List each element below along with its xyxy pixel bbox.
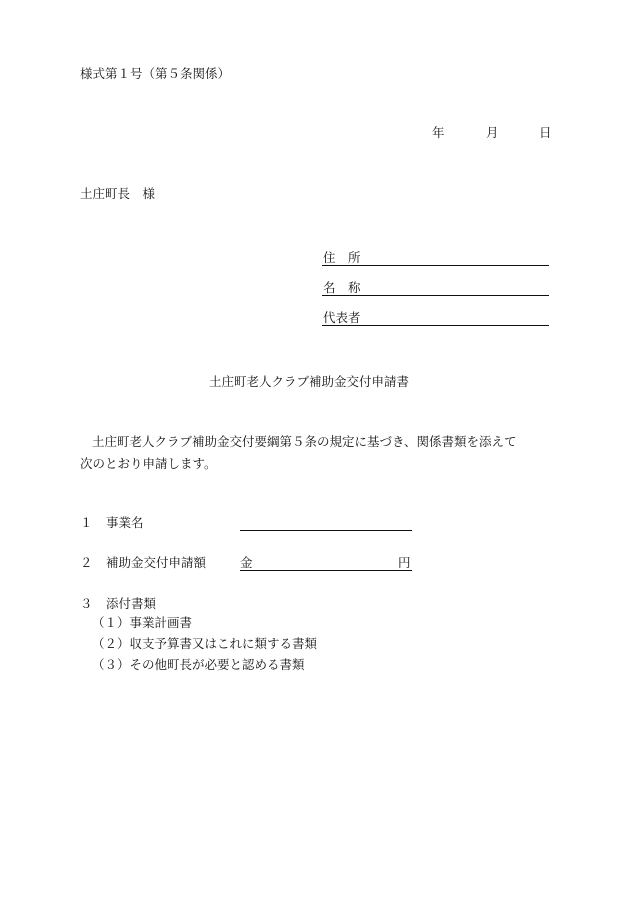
representative-line [322, 325, 549, 326]
document-title: 土庄町老人クラブ補助金交付申請書 [209, 374, 410, 389]
address-line [322, 265, 549, 266]
item-1-label: 事業名 [106, 515, 144, 530]
date-month: 月 [486, 125, 499, 140]
attachment-item: （１）事業計画書 [92, 615, 193, 630]
item-2-number: ２ [80, 555, 93, 570]
item-2-line [240, 570, 412, 571]
item-3-label: 添付書類 [106, 596, 157, 611]
representative-label: 代表者 [323, 310, 361, 325]
name-line [322, 295, 549, 296]
item-3-number: ３ [80, 596, 93, 611]
body-text-line-2: 次のとおり申請します。 [80, 456, 217, 471]
addressee: 土庄町長 様 [80, 186, 156, 201]
item-2-prefix: 金 [240, 555, 253, 570]
form-number: 様式第１号（第５条関係） [80, 66, 231, 81]
attachment-item: （２）収支予算書又はこれに類する書類 [92, 636, 318, 651]
item-1-line [240, 530, 412, 531]
body-text-line-1: 土庄町老人クラブ補助金交付要綱第５条の規定に基づき、関係書類を添えて [92, 434, 517, 449]
address-label: 住 所 [323, 250, 361, 265]
date-day: 日 [539, 125, 552, 140]
name-label: 名 称 [323, 280, 361, 295]
date-year: 年 [432, 125, 445, 140]
item-2-label: 補助金交付申請額 [106, 555, 207, 570]
attachment-item: （３）その他町長が必要と認める書類 [92, 657, 305, 672]
item-2-suffix: 円 [398, 555, 411, 570]
item-1-number: １ [80, 515, 93, 530]
